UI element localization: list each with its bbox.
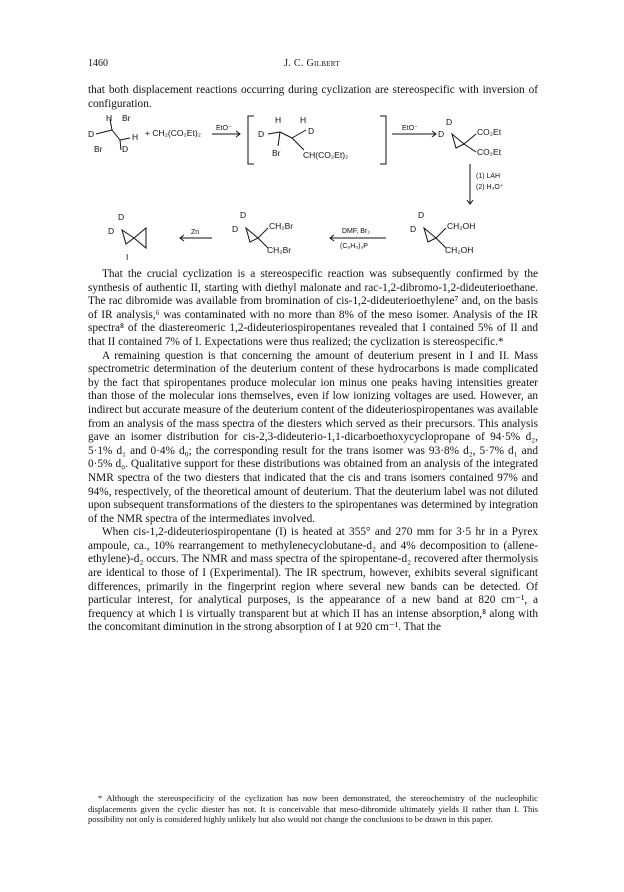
paragraph-thermolysis: When cis-1,2-dideuteriospiropentane (I) is heated at 355° and 270 mm for 3·5 hr in a Pyrex ampoule, ca., 10% rearrangement to methylenecyclobutane-d₂ and 4% decomposition to (allene-ethylene)-d₂ occurs. The NMR and mass spectra of the spiropentane-d₂ recovered after thermolysis are identical to those of I (Experimental). The IR spectrum, however, exhibits several significant differences, primarily in the fingerprint region where several new bands can be detected. Of particular interest, for analytical purposes, is the appearance of a new band at 820 cm⁻¹, a frequency at which I is virtually transparent but at which II has an intense absorption,⁸ along with the concomitant diminution in the strong absorption of I at 920 cm⁻¹. That the (88, 526, 538, 634)
diester-top: CO₂Et (477, 127, 502, 137)
svg-text:D: D (258, 129, 265, 139)
main-text (88, 268, 538, 635)
dibromide-bottom: CH₂Br (267, 245, 292, 255)
arrow-down (467, 164, 473, 204)
malonate-reagent: + CH₂(CO₂Et)₂ (145, 128, 201, 138)
svg-text:D: D (410, 224, 417, 234)
svg-text:H: H (132, 132, 139, 142)
reaction-scheme (88, 112, 538, 262)
svg-text:D: D (232, 224, 239, 234)
svg-text:Br: Br (94, 144, 103, 154)
paragraph-deuterium: A remaining question is that concerning the amount of deuterium present in I and II. Mass spectrometric determination of the deuterium content of these hydrocarbons is made complicated by the fact that spiropentanes produce molecular ion minus one peaks having intensities greater than those of the molecular ions themselves, even if low ionizing voltages are used. However, an indirect but accurate measure of the deuterium content of the dideuteriospiropentanes was available from an analysis of the mass spectra of the diesters which served as their precursors. This analysis gave an isomer distribution for cis-2,3-dideuterio-1,1-dicarboethoxycyclopropane of 94·5% d₂, 5·1% d₁ and 0·4% d₀; the corresponding result for the trans isomer was 93·8% d₂, 5·7% d₁ and 0·5% d₀. Qualitative support for these distributions was obtained from an analysis of the integrated NMR spectra of the two diesters that indicated that the cis and trans isomers contained 97% and 94%, respectively, of the theoretical amount of deuterium. That the deuterium label was not diluted upon subsequent transformations of the diesters to the spiropentanes was determined by integration of the NMR spectra of the intermediates involved. (88, 349, 538, 525)
page-number: 1460 (88, 58, 108, 69)
eto-reagent-2: EtO⁻ (402, 125, 418, 132)
svg-text:D: D (108, 226, 115, 236)
dibromide-top: CH₂Br (269, 221, 294, 231)
svg-text:D: D (88, 129, 95, 139)
spiropentane-I (122, 228, 146, 248)
diol-top: CH₂OH (447, 221, 476, 231)
running-head: J. C. Gilbert (284, 58, 340, 69)
svg-text:D: D (118, 212, 125, 222)
svg-text:D: D (122, 144, 129, 154)
diol-bottom: CH₂OH (445, 245, 474, 255)
diester-bottom: CO₂Et (477, 147, 502, 157)
intermediate-substituent: CH(CO₂Et)₂ (303, 150, 349, 160)
scheme-drawing (88, 112, 538, 262)
cyclopropane-diester (452, 134, 476, 152)
footnote: * Although the stereospecificity of the cyclization has now been demonstrated, the stereochemistry of the nucleophilic displacements given the cyclic diester has not. It is conceivable that meso-dibromide ultimately yields II rather than I. This possibility not only is considered highly unlikely but also would not change the conclusions to be drawn in this paper. (88, 793, 538, 825)
triphenylphosphine-reagent: (C₆H₅)₃P (340, 243, 368, 250)
eto-reagent-1: EtO⁻ (216, 125, 232, 132)
arrow-dmf (330, 235, 386, 241)
svg-text:D: D (418, 210, 425, 220)
page-header (88, 58, 536, 72)
bis-bromomethyl-cyclopropane (246, 228, 268, 248)
svg-text:D: D (308, 126, 315, 136)
svg-text:Br: Br (122, 113, 131, 123)
intro-paragraph: that both displacement reactions occurring during cyclization are stereospecific with inversion of configuration. (88, 84, 538, 110)
svg-text:H: H (275, 115, 282, 125)
svg-text:D: D (446, 117, 453, 127)
paragraph-cyclization: That the crucial cyclization is a stereospecific reaction was subsequently confirmed by the synthesis of authentic II, starting with diethyl malonate and rac-1,2-dibromo-1,2-dideuterioethane. The rac dibromide was available from bromination of cis-1,2-dideuterioethylene⁷ and, on the basis of IR analysis,⁶ was contaminated with no more than 8% of the meso isomer. Analysis of the IR spectra⁸ of the diastereomeric 1,2-dideuteriospiropentanes revealed that I contained 5% of II and that II contained 7% of I. Expectations were thus realized; the cyclization is stereospecific.* (88, 268, 538, 348)
svg-text:D: D (438, 129, 445, 139)
compound-I-label: I (126, 252, 129, 262)
lah-step: (1) LAH (476, 173, 501, 180)
dmf-reagent: DMF, Br₂ (342, 228, 370, 235)
hydrolysis-step: (2) H₃O⁺ (476, 184, 504, 191)
zn-reagent: Zn (191, 229, 200, 236)
svg-text:H: H (106, 113, 113, 123)
svg-text:H: H (300, 115, 307, 125)
svg-text:Br: Br (272, 148, 281, 158)
svg-text:D: D (240, 210, 247, 220)
cyclopropane-diol (424, 228, 446, 248)
